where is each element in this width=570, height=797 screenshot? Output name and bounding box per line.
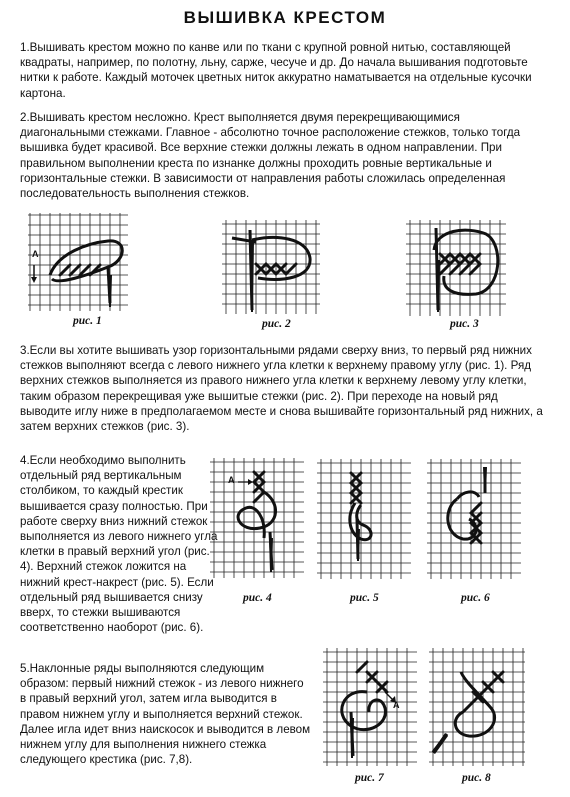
paragraph-3: 3.Если вы хотите вышивать узор горизонтальными рядами сверху вниз, то первый ряд нижних стежков выполняют всегда с левого нижнего угла клетки к верхнему правому углу (рис. 1). Ряд верхних стежков выполняется из правого нижнего угла клетки к верхнему левому углу клетки, таким образом перекрещивая уже вышитые стежки (рис. 2). При переходе на новый ряд выводите иглу ниже в предполагаемом месте и снова вышивайте горизонтальный ряд нижних, а затем верхних стежков (рис. 3). (20, 344, 543, 434)
figure-8-caption: рис. 8 (462, 772, 491, 784)
paragraph-5: 5.Наклонные ряды выполняются следующим образом: первый нижний стежок - из левого нижнего в правый верхний угол, затем игла выводится в правом нижнем углу и выполняется верхний стежок. Далее игла идет вниз наискосок и выводится в левом нижнем углу для выполнения нижнего стежка следующего крестика (рис. 7,8). (20, 662, 311, 767)
paragraph-2: 2.Вышивать крестом несложно. Крест выполняется двумя перекрещивающимися диагональными стежками. Главное - абсолютно точное расположение стежков, только тогда вышивка будет красивой. Все верхние стежки должны лежать в одном направлении. При правильном выполнении креста по изнанке должны проходить ровные вертикальные и горизонтальные стежки. В зависимости от направления работы сложилась определенная последовательность выполнения стежков. (20, 111, 521, 201)
stitch-grid-5 (317, 459, 411, 579)
figure-5-caption: рис. 5 (350, 592, 379, 604)
figure-1 (28, 213, 128, 311)
figure-6-caption: рис. 6 (461, 592, 490, 604)
figure-4-caption: рис. 4 (243, 592, 272, 604)
figure-3 (406, 220, 506, 316)
figure-8 (429, 648, 525, 766)
figure-7 (323, 648, 417, 766)
figure-4-marker: A (228, 475, 235, 485)
stitch-grid-8 (429, 648, 525, 766)
figure-2 (222, 220, 320, 314)
figure-5 (317, 459, 411, 579)
paragraph-4: 4.Если необходимо выполнить отдельный ряд вертикальным столбиком, то каждый крестик вышивается сразу полностью. При работе сверху вниз нижний стежок выполняется из левого нижнего угла клетки в правый верхний угол (рис. 4). Верхний стежок ложится на нижний крест-накрест (рис. 5). Если отдельный ряд вышивается снизу вверх, то стежки вышиваются соответственно наоборот (рис. 6). (20, 454, 218, 635)
page-title: ВЫШИВКА КРЕСТОМ (183, 8, 387, 27)
stitch-grid-1 (28, 213, 128, 311)
stitch-grid-7 (323, 648, 417, 766)
figure-7-marker: A (393, 700, 400, 710)
figure-3-caption: рис. 3 (450, 318, 479, 330)
figure-4 (210, 458, 304, 578)
figure-1-marker: A (32, 249, 39, 259)
stitch-grid-4 (210, 458, 304, 578)
figure-6 (427, 459, 521, 579)
stitch-grid-2 (222, 220, 320, 314)
paragraph-1: 1.Вышивать крестом можно по канве или по ткани с крупной ровной нитью, составляющей квадраты, например, по полотну, льну, сарже, чесуче и др. До начала вышивания подготовьте нитки к работе. Каждый моточек цветных ниток аккуратно наматывается на отдельные кусочки картона. (20, 41, 532, 100)
figure-1-caption: рис. 1 (73, 315, 102, 327)
figure-7-caption: рис. 7 (355, 772, 384, 784)
stitch-grid-6 (427, 459, 521, 579)
stitch-grid-3 (406, 220, 506, 316)
figure-2-caption: рис. 2 (262, 318, 291, 330)
